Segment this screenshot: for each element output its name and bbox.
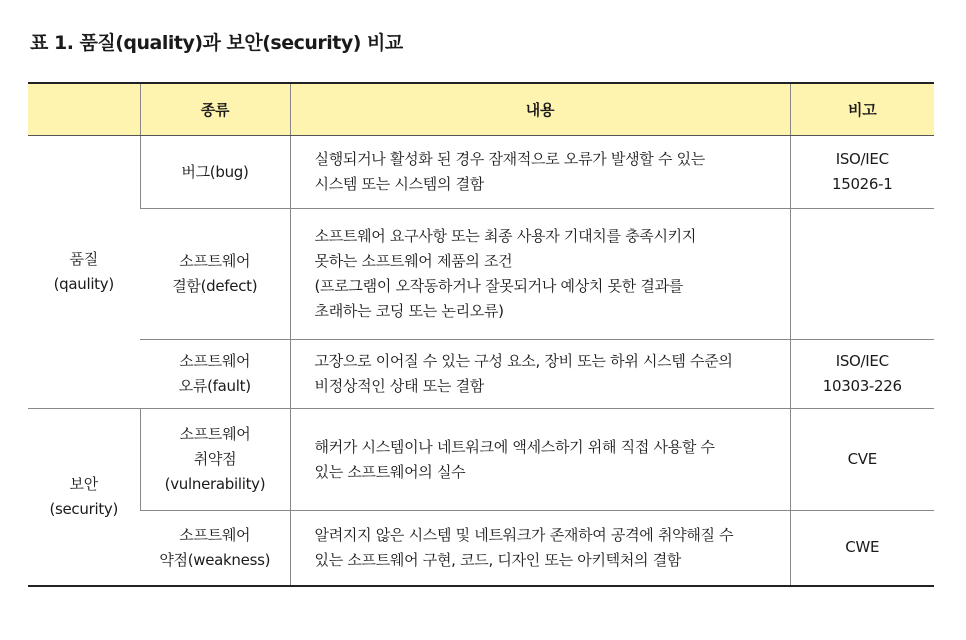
group-cell [28, 136, 140, 409]
type-line: 소프트웨어 [179, 252, 251, 270]
content-line: 초래하는 코딩 또는 논리오류) [314, 302, 504, 320]
type-cell [140, 511, 290, 586]
header-content: 내용 [290, 83, 790, 136]
content-cell [290, 409, 790, 511]
note-line: ISO/IEC [835, 150, 889, 168]
type-cell [140, 209, 290, 340]
type-line: 오류(fault) [178, 377, 251, 395]
content-line: 고장으로 이어질 수 있는 구성 요소, 장비 또는 하위 시스템 수준의 [314, 352, 733, 370]
content-cell [290, 511, 790, 586]
content-line: (프로그램이 오작동하거나 잘못되거나 예상치 못한 결과를 [314, 277, 683, 295]
type-cell [140, 409, 290, 511]
type-line: 버그(bug) [181, 162, 249, 181]
content-line: 시스템 또는 시스템의 결함 [314, 175, 484, 193]
group-label-line: 보안 [69, 474, 98, 493]
header-group [28, 83, 140, 136]
table-caption: 표 1. 품질(quality)과 보안(security) 비교 [30, 32, 403, 54]
note-cell [790, 209, 934, 340]
note-line: ISO/IEC [835, 352, 889, 370]
content-cell [290, 209, 790, 340]
note-cell [790, 409, 934, 511]
table-row [28, 340, 934, 409]
header-note: 비고 [790, 83, 934, 136]
content-line: 해커가 시스템이나 네트워크에 액세스하기 위해 직접 사용할 수 [314, 437, 715, 456]
group-label-line: (qaulity) [53, 275, 114, 293]
table-row [28, 409, 934, 511]
content-line: 못하는 소프트웨어 제품의 조건 [314, 252, 513, 270]
type-line: 소프트웨어 [179, 525, 251, 544]
group-label-line: 품질 [69, 250, 98, 268]
content-cell [290, 136, 790, 209]
type-line: 약점(weakness) [159, 550, 271, 569]
type-cell [140, 340, 290, 409]
content-line: 있는 소프트웨어 구현, 코드, 디자인 또는 아키텍처의 결함 [314, 550, 682, 569]
note-line: 10303-226 [822, 377, 902, 395]
content-cell [290, 340, 790, 409]
content-line: 있는 소프트웨어의 실수 [314, 462, 466, 481]
header-row [28, 83, 934, 136]
content-line: 소프트웨어 요구사항 또는 최종 사용자 기대치를 충족시키지 [314, 227, 697, 245]
group-cell [28, 409, 140, 586]
table-row [28, 136, 934, 209]
note-line: CVE [847, 450, 877, 468]
table-row [28, 209, 934, 340]
note-cell [790, 511, 934, 586]
content-line: 비정상적인 상태 또는 결함 [314, 377, 484, 395]
type-line: 결함(defect) [172, 277, 258, 295]
table-row [28, 511, 934, 586]
content-line: 알려지지 않은 시스템 및 네트워크가 존재하여 공격에 취약해질 수 [314, 525, 734, 544]
header-type: 종류 [140, 83, 290, 136]
type-line: 소프트웨어 [179, 352, 251, 370]
type-cell [140, 136, 290, 209]
type-line: 취약점 [193, 450, 237, 468]
type-line: 소프트웨어 [179, 425, 251, 443]
note-line: 15026-1 [831, 175, 893, 193]
content-line: 실행되거나 활성화 된 경우 잠재적으로 오류가 발생할 수 있는 [314, 150, 705, 168]
group-label-line: (security) [49, 499, 119, 518]
note-cell [790, 340, 934, 409]
comparison-table [28, 82, 934, 587]
note-cell [790, 136, 934, 209]
note-line: CWE [845, 538, 880, 557]
type-line: (vulnerability) [164, 475, 266, 493]
